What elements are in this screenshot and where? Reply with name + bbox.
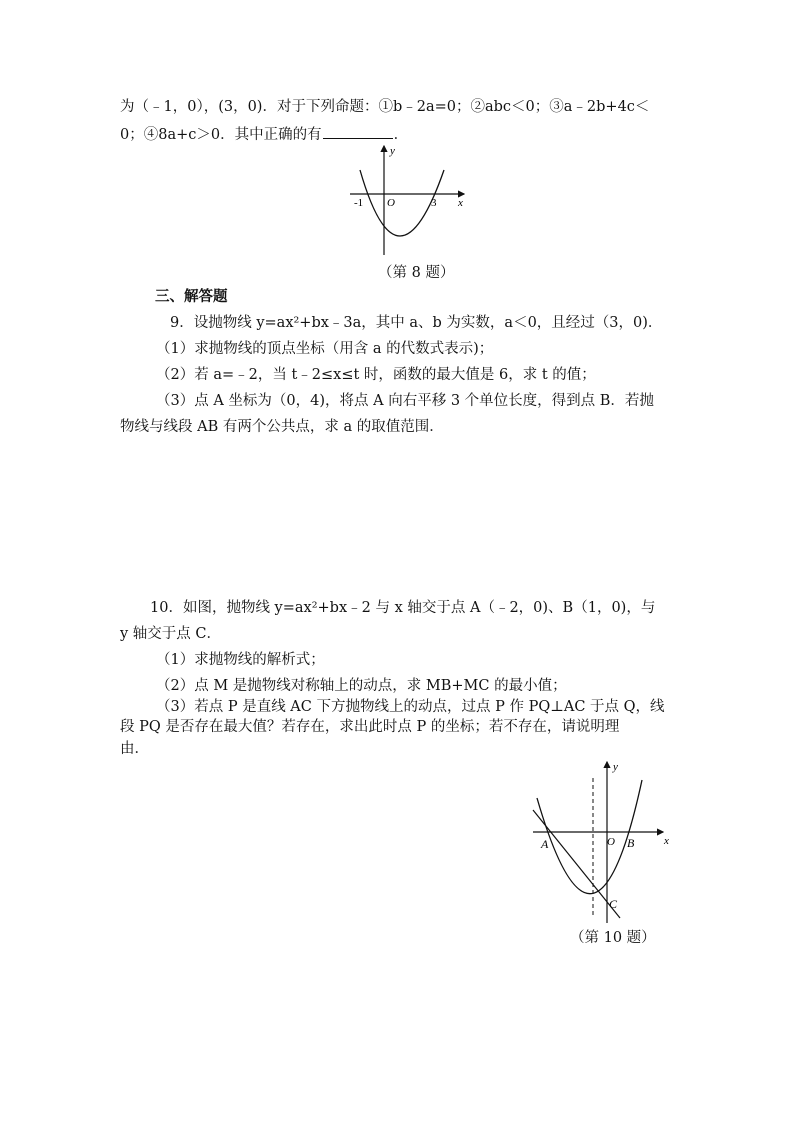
q8-caption: （第 8 题）: [378, 265, 455, 281]
q10-part2: （2）点 M 是抛物线对称轴上的动点，求 MB+MC 的最小值；: [156, 678, 567, 694]
q9-part3-line1: （3）点 A 坐标为（0，4)，将点 A 向右平移 3 个单位长度，得到点 B．若抛: [156, 393, 654, 409]
q8-text-line1: 为（﹣1，0），(3，0)．对于下列命题：①b﹣2a=0；②abc＜0；③a﹣2b+4c＜: [120, 99, 650, 115]
q9-part2: （2）若 a=﹣2，当 t﹣2≤x≤t 时，函数的最大值是 6，求 t 的值；: [156, 367, 596, 383]
q8-neg-one-label: -1: [354, 197, 364, 209]
q9-stem: 9．设抛物线 y=ax²+bx﹣3a，其中 a、b 为实数，a＜0，且经过（3，0)．: [170, 315, 663, 331]
section-heading: 三、解答题: [155, 289, 228, 305]
q8-origin-label: O: [387, 197, 395, 209]
q8-y-label: y: [390, 145, 395, 157]
q10-point-a-label: A: [541, 837, 549, 851]
answer-blank: [323, 124, 393, 139]
q10-x-label: x: [664, 835, 669, 847]
q10-stem-line2: y 轴交于点 C．: [120, 626, 222, 642]
q8-line2-suffix: ．: [393, 127, 409, 143]
q8-x-label: x: [458, 197, 463, 209]
q8-line2-prefix: 0；④8a+c＞0．其中正确的有: [120, 127, 322, 143]
q10-graph: [525, 758, 680, 928]
q10-point-c-label: C: [609, 897, 618, 911]
q10-part1: （1）求抛物线的解析式；: [156, 652, 325, 668]
q10-point-b-label: B: [627, 836, 635, 850]
q10-caption: （第 10 题）: [570, 930, 656, 946]
q10-part3-line3: 由．: [120, 741, 149, 757]
q9-part1: （1）求抛物线的顶点坐标（用含 a 的代数式表示)；: [156, 341, 494, 357]
q10-part3-line2: 段 PQ 是否存在最大值？若存在，求出此时点 P 的坐标；若不存在，请说明理: [120, 719, 620, 735]
q9-part3-line2: 物线与线段 AB 有两个公共点，求 a 的取值范围．: [120, 419, 444, 435]
q10-part3-line1: （3）若点 P 是直线 AC 下方抛物线上的动点，过点 P 作 PQ⊥AC 于点 Q，线: [156, 699, 665, 715]
q10-y-label: y: [613, 761, 618, 773]
q8-three-label: 3: [431, 197, 437, 209]
q8-graph: [340, 140, 480, 260]
q10-stem-line1: 10．如图，抛物线 y=ax²+bx﹣2 与 x 轴交于点 A（﹣2，0)、B（1，0)，与: [150, 600, 656, 616]
q10-origin-label: O: [607, 836, 615, 848]
